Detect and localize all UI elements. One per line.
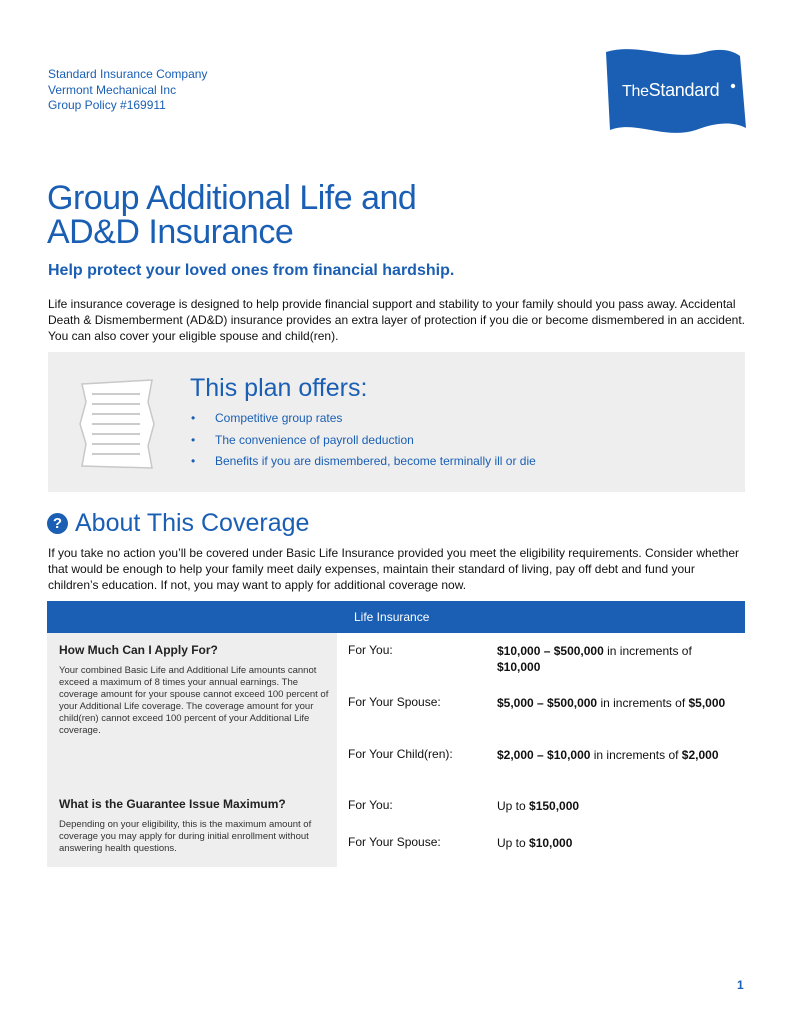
table-row-value: Up to $150,000 bbox=[497, 799, 580, 813]
company-name: Standard Insurance Company bbox=[48, 67, 208, 81]
table-row-value: Up to $10,000 bbox=[497, 836, 573, 850]
table-row-label: For Your Child(ren): bbox=[348, 747, 453, 761]
the-standard-logo bbox=[600, 44, 748, 136]
guarantee-issue-description: Depending on your eligibility, this is the maximum amount of coverage you may apply for during initial enrollment without answering health questions. bbox=[59, 819, 312, 854]
list-item: • Competitive group rates bbox=[190, 408, 536, 430]
bullet-icon: • bbox=[191, 454, 196, 468]
about-coverage-text: If you take no action you’ll be covered under Basic Life Insurance provided you meet the eligibility requirements. Consider whether that would be enough to help your family meet daily expenses, maintain their standard of living, pay off debt and fund your children’s education. If not, you may want to apply for additional coverage now. bbox=[48, 546, 740, 592]
guarantee-issue-question: What is the Guarantee Issue Maximum? bbox=[59, 797, 286, 811]
life-insurance-table-header: Life Insurance bbox=[47, 601, 745, 633]
company-info bbox=[48, 67, 207, 114]
document-icon bbox=[78, 378, 156, 470]
table-row-value: $5,000 – $500,000 in increments of $5,000 bbox=[497, 696, 726, 710]
plan-offers-list bbox=[190, 408, 536, 473]
table-row-label: For Your Spouse: bbox=[348, 835, 441, 849]
apply-amount-question: How Much Can I Apply For? bbox=[59, 643, 218, 657]
apply-amount-description: Your combined Basic Life and Additional Life amounts cannot exceed a maximum of 8 times your annual earnings. The coverage amount for your spouse cannot exceed 100 percent of your Additional Life coverage. The coverage amount for your child(ren) cannot exceed 100 percent of your Additional Life coverage. bbox=[59, 665, 329, 736]
list-item: • The convenience of payroll deduction bbox=[190, 430, 536, 452]
employer-name: Vermont Mechanical Inc bbox=[48, 82, 177, 97]
plan-offers-panel bbox=[48, 352, 745, 492]
plan-offers-title: This plan offers: bbox=[190, 374, 368, 402]
table-row-label: For You: bbox=[348, 643, 393, 657]
page-title-line1: Group Additional Life and bbox=[47, 179, 417, 217]
page-title bbox=[47, 181, 416, 249]
about-coverage-heading bbox=[47, 509, 309, 538]
page-number: 1 bbox=[737, 978, 744, 992]
logo-wordmark: TheStandard bbox=[622, 80, 720, 100]
table-row-value: $10,000 – $500,000 in increments of $10,000 bbox=[497, 644, 692, 674]
list-item: • Benefits if you are dismembered, become terminally ill or die bbox=[190, 451, 536, 473]
question-mark-icon: ? bbox=[47, 513, 68, 534]
about-coverage-title: About This Coverage bbox=[75, 509, 310, 537]
table-row-label: For Your Spouse: bbox=[348, 695, 441, 709]
bullet-icon: • bbox=[191, 432, 196, 447]
bullet-icon: • bbox=[191, 411, 196, 425]
table-row-label: For You: bbox=[348, 798, 393, 812]
page-subtitle: Help protect your loved ones from financial hardship. bbox=[48, 262, 455, 279]
coverage-questions-panel bbox=[47, 633, 337, 867]
table-row-value: $2,000 – $10,000 in increments of $2,000 bbox=[497, 748, 719, 762]
policy-number: Group Policy #169911 bbox=[48, 98, 166, 112]
intro-paragraph: Life insurance coverage is designed to help provide financial support and stability to your family should you pass away. Accidental Death & Dismemberment (AD&D) insurance provides an extra layer of protection if you die or become dismembered in an accident. You can also cover your eligible spouse and child(ren). bbox=[48, 297, 745, 343]
page-title-line2: AD&D Insurance bbox=[47, 213, 294, 251]
